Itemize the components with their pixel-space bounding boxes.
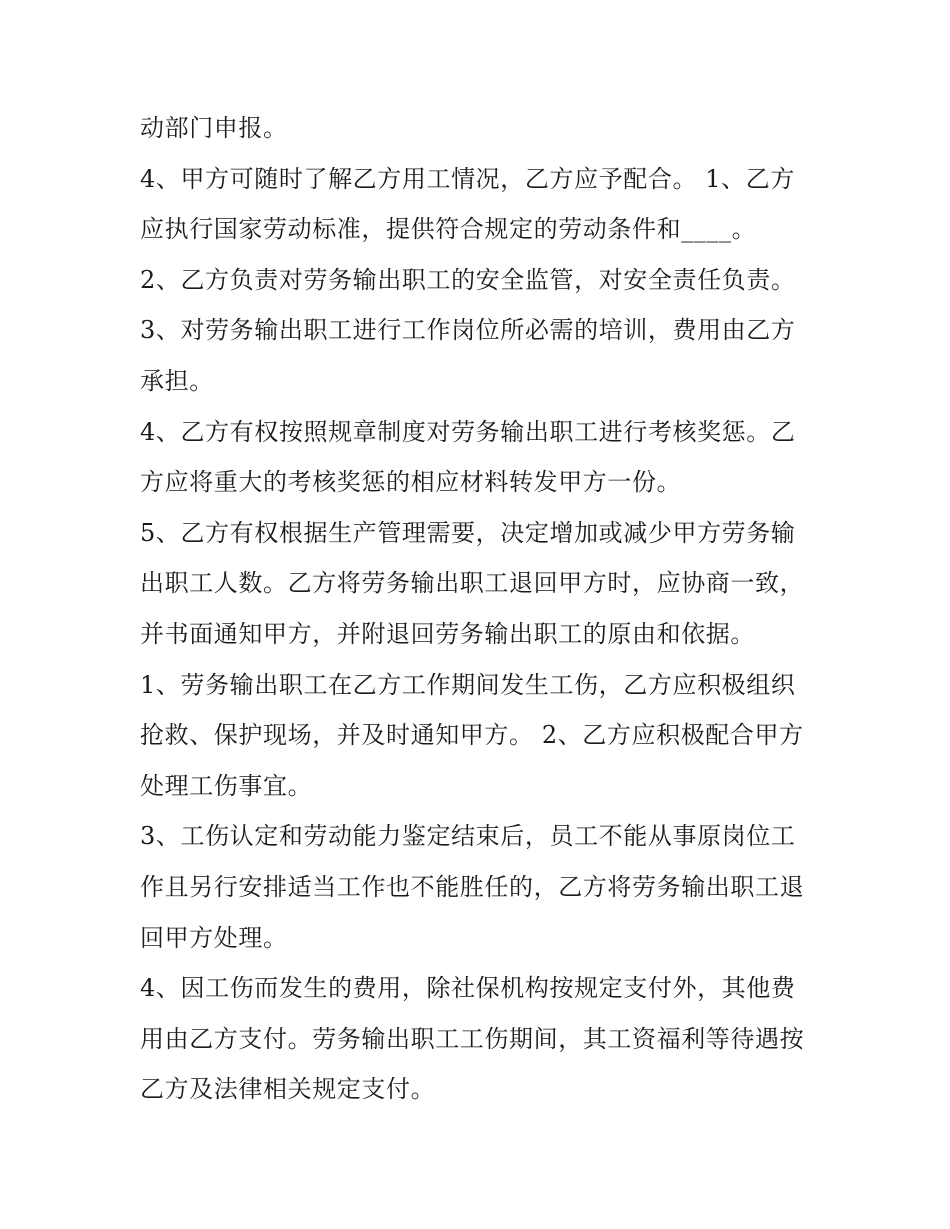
text-line: 5、乙方有权根据生产管理需要，决定增加或减少甲方劳务输 — [140, 518, 796, 547]
text-line: 3、工伤认定和劳动能力鉴定结束后，员工不能从事原岗位工 — [140, 822, 796, 851]
text-line: 1、劳务输出职工在乙方工作期间发生工伤，乙方应积极组织 — [140, 670, 796, 699]
text-line: 应执行国家劳动标准，提供符合规定的劳动条件和____。 — [140, 215, 757, 244]
text-line: 方应将重大的考核奖惩的相应材料转发甲方一份。 — [140, 468, 682, 497]
text-line: 3、对劳务输出职工进行工作岗位所必需的培训，费用由乙方 — [140, 316, 796, 345]
text-line: 出职工人数。乙方将劳务输出职工退回甲方时，应协商一致， — [140, 569, 805, 598]
text-line: 用由乙方支付。劳务输出职工工伤期间，其工资福利等待遇按 — [140, 1024, 805, 1053]
text-line: 抢救、保护现场，并及时通知甲方。 2、乙方应积极配合甲方 — [140, 721, 804, 750]
text-line: 4、因工伤而发生的费用，除社保机构按规定支付外，其他费 — [140, 974, 796, 1003]
text-line: 作且另行安排适当工作也不能胜任的，乙方将劳务输出职工退 — [140, 872, 805, 901]
text-line: 并书面通知甲方，并附退回劳务输出职工的原由和依据。 — [140, 619, 755, 648]
text-line: 4、乙方有权按照规章制度对劳务输出职工进行考核奖惩。乙 — [140, 417, 796, 446]
text-line: 动部门申报。 — [140, 114, 288, 142]
text-line: 回甲方处理。 — [140, 923, 288, 952]
text-line: 2、乙方负责对劳务输出职工的安全监管，对安全责任负责。 — [140, 265, 796, 294]
text-line: 处理工伤事宜。 — [140, 771, 313, 800]
document-body — [140, 103, 830, 1115]
text-line: 承担。 — [140, 366, 214, 395]
text-line: 乙方及法律相关规定支付。 — [140, 1075, 436, 1104]
text-line: 4、甲方可随时了解乙方用工情况，乙方应予配合。 1、乙方 — [140, 164, 795, 193]
